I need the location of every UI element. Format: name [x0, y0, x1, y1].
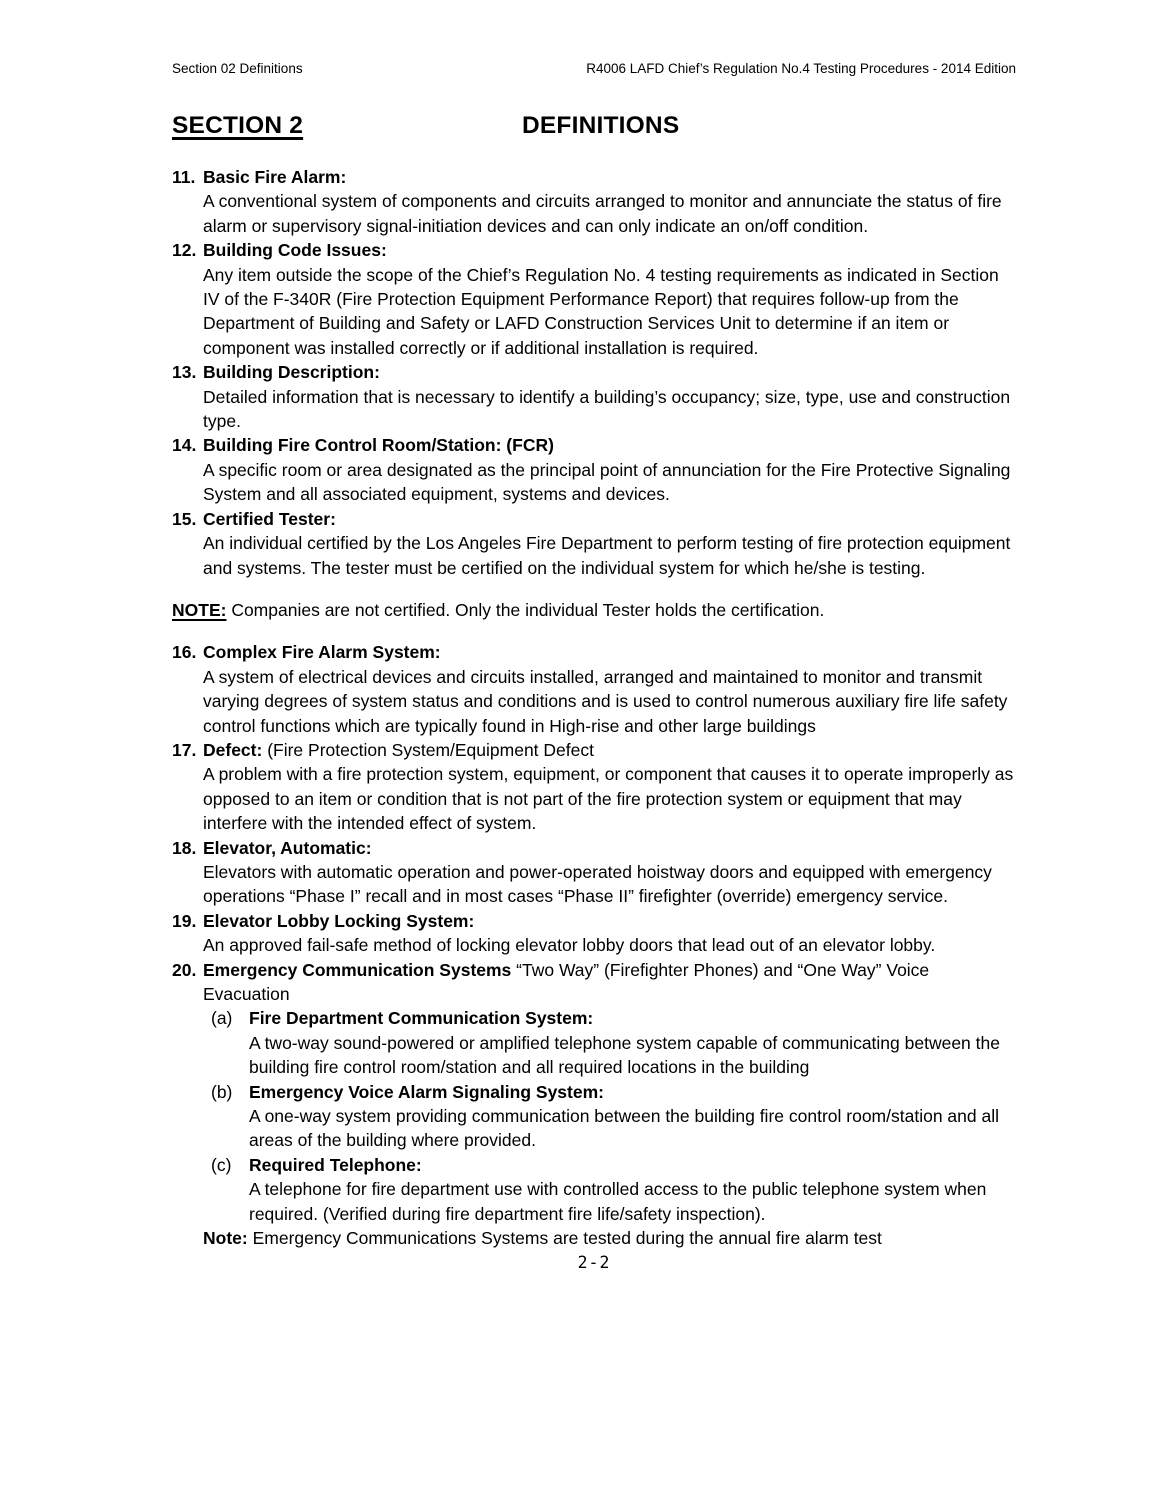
header-right-text: R4006 LAFD Chief’s Regulation No.4 Testing Procedures - 2014 Edition	[586, 61, 1016, 76]
definition-item-17	[172, 738, 1016, 836]
sub-definition-marker: (b)	[211, 1081, 233, 1102]
definition-number: 17.	[172, 739, 197, 760]
sub-definition-text: A telephone for fire department use with controlled access to the public telephone system when required. (Verified during fire department fire life/safety inspection).	[249, 1179, 987, 1224]
definition-text: Any item outside the scope of the Chief’s Regulation No. 4 testing requirements as indicated in Section IV of the F-340R (Fire Protection Equipment Performance Report) that requires follow-up from the Department of Building and Safety or LAFD Construction Services Unit to determine if an item or component was installed correctly or if additional installation is required.	[203, 264, 999, 358]
definition-heading	[203, 360, 1016, 384]
definition-heading	[203, 238, 1016, 262]
definition-content	[203, 836, 1016, 909]
sub-definition-text: A two-way sound-powered or amplified telephone system capable of communicating between the building fire control room/station and all required locations in the building	[249, 1032, 1000, 1078]
definition-text: Detailed information that is necessary to identify a building’s occupancy; size, type, use and construction type.	[203, 386, 1011, 432]
definition-text: A problem with a fire protection system, equipment, or component that causes it to operate improperly as opposed to an item or condition that is not part of the fire protection system or equipment that may interfere with the intended effect of system.	[203, 764, 1014, 834]
sub-definition-a	[211, 1006, 1016, 1079]
definition-item-16	[172, 640, 1016, 738]
end-note-label: Note:	[203, 1228, 248, 1249]
definition-term: Building Description:	[203, 362, 380, 383]
definition-content	[203, 958, 1016, 1251]
header-left-text: Section 02 Definitions	[172, 61, 303, 76]
definition-text: A specific room or area designated as the principal point of annunciation for the Fire Protective Signaling System and all associated equipment, systems and devices.	[203, 459, 1011, 505]
page-number: 2-2	[577, 1253, 611, 1273]
definition-number: 16.	[172, 642, 197, 663]
end-note-block	[203, 1226, 1016, 1250]
definition-term-suffix: “Two Way” (Firefighter Phones) and “One Way” Voice Evacuation	[203, 959, 930, 1004]
definition-number: 11.	[172, 167, 196, 187]
sub-definition-b	[211, 1080, 1016, 1153]
definition-text: A conventional system of components and circuits arranged to monitor and annunciate the status of fire alarm or supervisory signal-initiation devices and can only indicate an on/off condition.	[203, 191, 1002, 236]
sub-definition-term: Fire Department Communication System:	[249, 1008, 594, 1029]
definition-text: A system of electrical devices and circuits installed, arranged and maintained to monitor and transmit varying degrees of system status and conditions and is used to control numerous auxiliary fire life safety control functions which are typically found in High-rise and other large buildings	[203, 666, 1008, 736]
sub-definition-heading	[249, 1080, 1016, 1104]
end-note-text: Emergency Communications Systems are tested during the annual fire alarm test	[247, 1228, 882, 1249]
definition-content	[203, 507, 1016, 580]
definition-term: Elevator Lobby Locking System:	[203, 910, 475, 931]
definition-heading	[203, 909, 1016, 933]
definition-heading	[203, 507, 1016, 531]
definition-number: 18.	[172, 837, 197, 858]
definition-text: An individual certified by the Los Angeles Fire Department to perform testing of fire protection equipment and systems. The tester must be certified on the individual system for which he/she is testing.	[203, 533, 1011, 578]
definition-number: 15.	[172, 508, 197, 529]
definition-content	[203, 909, 1016, 958]
definition-item-14	[172, 433, 1016, 506]
definition-number: 13.	[172, 362, 197, 383]
definition-text: An approved fail-safe method of locking elevator lobby doors that lead out of an elevator lobby.	[203, 935, 936, 956]
definition-content	[203, 238, 1016, 360]
definition-item-20	[172, 958, 1016, 1251]
sub-definition-marker: (a)	[211, 1008, 233, 1029]
definition-term: Basic Fire Alarm:	[203, 167, 347, 187]
definition-content	[203, 738, 1016, 836]
definition-term: Certified Tester:	[203, 508, 336, 529]
sub-definition-content	[249, 1080, 1016, 1153]
definition-heading	[203, 433, 1016, 457]
definition-item-19	[172, 909, 1016, 958]
definition-item-18	[172, 836, 1016, 909]
definition-number: 19.	[172, 910, 197, 931]
sub-definition-text: A one-way system providing communication between the building fire control room/station and all areas of the building where provided.	[249, 1106, 999, 1151]
definition-term: Complex Fire Alarm System:	[203, 642, 441, 663]
definition-content	[203, 640, 1016, 738]
definition-term: Elevator, Automatic:	[203, 837, 372, 858]
section-title	[172, 111, 1016, 141]
definition-item-11	[172, 165, 1016, 238]
definition-term: Building Fire Control Room/Station: (FCR)	[203, 435, 554, 456]
definition-heading	[203, 738, 1016, 762]
definition-term-suffix: (Fire Protection System/Equipment Defect	[262, 739, 594, 760]
note-block	[172, 598, 1016, 622]
sub-definition-marker: (c)	[211, 1154, 232, 1175]
definitions-list	[172, 165, 1016, 1250]
definition-heading	[203, 836, 1016, 860]
definition-heading	[203, 165, 1016, 189]
definition-text: Elevators with automatic operation and power-operated hoistway doors and equipped with emergency operations “Phase I” recall and in most cases “Phase II” firefighter (override) emergency service.	[203, 861, 992, 907]
definition-item-15	[172, 507, 1016, 580]
definition-content	[203, 165, 1016, 238]
definition-heading	[203, 640, 1016, 664]
definition-number: 12.	[172, 240, 197, 261]
sub-definition-content	[249, 1153, 1016, 1226]
definition-term: Emergency Communication Systems	[203, 959, 512, 980]
sub-definition-heading	[249, 1006, 1016, 1030]
definition-item-12	[172, 238, 1016, 360]
sub-definition-c	[211, 1153, 1016, 1226]
note-text: Companies are not certified. Only the individual Tester holds the certification.	[226, 599, 825, 620]
sub-definition-term: Emergency Voice Alarm Signaling System:	[249, 1081, 604, 1102]
definition-content	[203, 360, 1016, 433]
section-name-title: DEFINITIONS	[522, 112, 680, 139]
definition-number: 20.	[172, 959, 197, 980]
definition-content	[203, 433, 1016, 506]
definition-number: 14.	[172, 435, 197, 456]
page-header	[172, 60, 1016, 77]
definition-item-13	[172, 360, 1016, 433]
section-number-title: SECTION 2	[172, 112, 304, 139]
sub-definition-term: Required Telephone:	[249, 1154, 422, 1175]
definition-term: Defect:	[203, 739, 263, 760]
definition-term: Building Code Issues:	[203, 240, 387, 261]
sub-definition-heading	[249, 1153, 1016, 1177]
note-label: NOTE:	[172, 599, 227, 620]
sub-definition-content	[249, 1006, 1016, 1079]
definition-heading	[203, 958, 1016, 1007]
